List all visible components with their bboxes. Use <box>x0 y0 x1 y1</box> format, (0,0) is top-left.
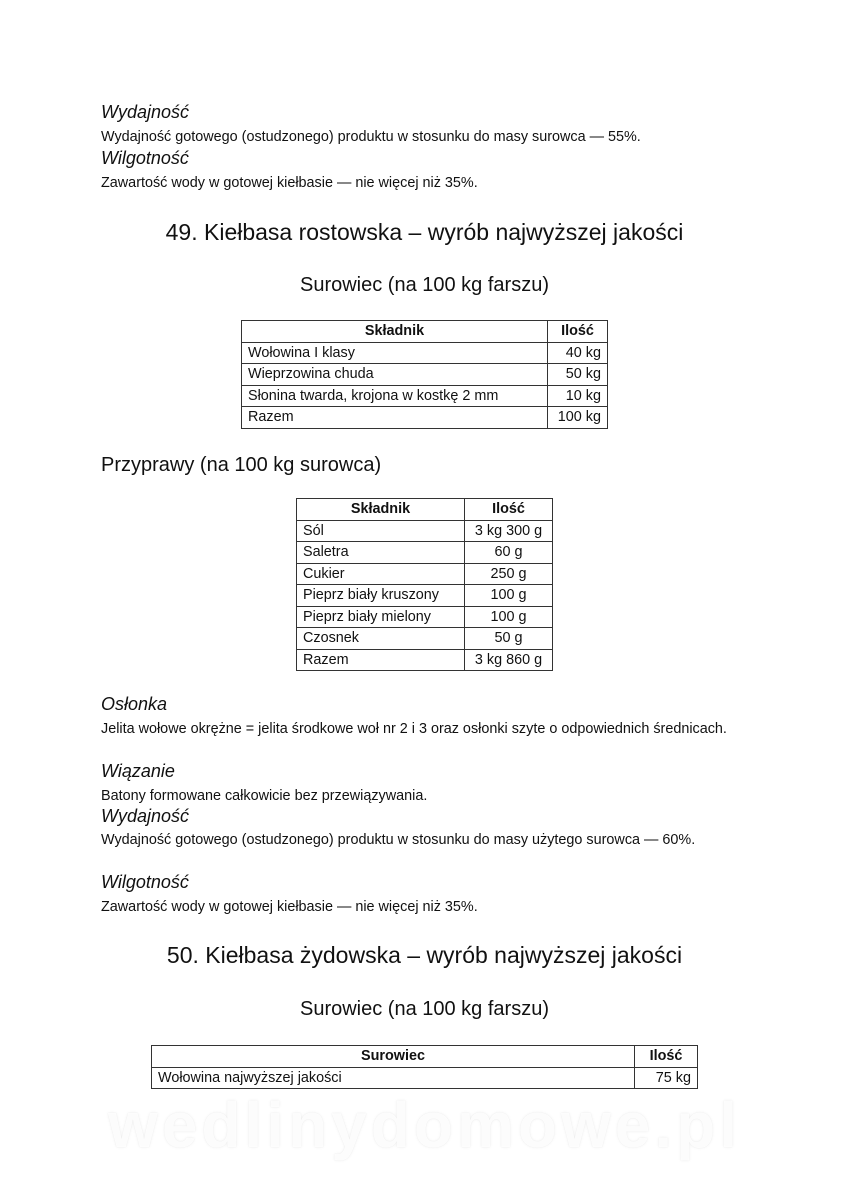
table-row <box>297 520 553 542</box>
ingredient-cell: Czosnek <box>297 628 465 650</box>
watermark: wedlinydomowe.pl <box>108 1089 741 1161</box>
section-49-raw-title: Surowiec (na 100 kg farszu) <box>299 274 549 296</box>
column-header-ingredient: Składnik <box>242 321 548 343</box>
ingredient-cell: Wieprzowina chuda <box>242 364 548 386</box>
ingredient-cell: Pieprz biały kruszony <box>297 585 465 607</box>
ingredient-cell: Razem <box>242 407 548 429</box>
table-row <box>242 385 608 407</box>
column-header-amount: Ilość <box>635 1046 698 1068</box>
amount-cell: 50 g <box>465 628 553 650</box>
ingredient-cell: Słonina twarda, krojona w kostkę 2 mm <box>242 385 548 407</box>
amount-cell: 250 g <box>465 563 553 585</box>
yield-text-top: Wydajność gotowego (ostudzonego) produktu w stosunku do masy surowca — 55%. <box>101 129 641 145</box>
amount-cell: 3 kg 860 g <box>465 649 553 671</box>
casing-heading: Osłonka <box>101 694 168 714</box>
section-49-spices-title: Przyprawy (na 100 kg surowca) <box>101 454 382 476</box>
ingredient-cell: Cukier <box>297 563 465 585</box>
tying-text: Batony formowane całkowicie bez przewiązywania. <box>101 788 428 804</box>
ingredient-cell: Razem <box>297 649 465 671</box>
table-row <box>297 606 553 628</box>
table-row <box>297 563 553 585</box>
casing-text: Jelita wołowe okrężne = jelita środkowe woł nr 2 i 3 oraz osłonki szyte o odpowiednich średnicach. <box>101 721 727 737</box>
raw-materials-table-50 <box>151 1045 698 1089</box>
amount-cell: 100 kg <box>548 407 608 429</box>
moisture-text-49: Zawartość wody w gotowej kiełbasie — nie więcej niż 35%. <box>101 899 478 915</box>
raw-materials-table-49 <box>241 320 608 429</box>
table-header-row <box>297 499 553 521</box>
amount-cell: 10 kg <box>548 385 608 407</box>
amount-cell: 100 g <box>465 606 553 628</box>
moisture-heading-49: Wilgotność <box>101 872 189 892</box>
table-row <box>297 649 553 671</box>
column-header-ingredient: Składnik <box>297 499 465 521</box>
amount-cell: 100 g <box>465 585 553 607</box>
column-header-material: Surowiec <box>152 1046 635 1068</box>
table-row <box>297 628 553 650</box>
moisture-heading-top: Wilgotność <box>101 148 189 168</box>
table-row <box>242 342 608 364</box>
section-49-title: 49. Kiełbasa rostowska – wyrób najwyższej jakości <box>165 219 684 245</box>
ingredient-cell: Wołowina I klasy <box>242 342 548 364</box>
column-header-amount: Ilość <box>548 321 608 343</box>
table-header-row <box>152 1046 698 1068</box>
table-row <box>242 407 608 429</box>
table-row <box>297 585 553 607</box>
section-50-raw-title: Surowiec (na 100 kg farszu) <box>299 998 549 1020</box>
column-header-amount: Ilość <box>465 499 553 521</box>
ingredient-cell: Pieprz biały mielony <box>297 606 465 628</box>
table-row <box>297 542 553 564</box>
amount-cell: 75 kg <box>635 1067 698 1089</box>
tying-heading: Wiązanie <box>101 761 175 781</box>
table-row <box>242 364 608 386</box>
spices-table-49 <box>296 498 553 671</box>
section-50-title: 50. Kiełbasa żydowska – wyrób najwyższej jakości <box>166 942 683 968</box>
amount-cell: 50 kg <box>548 364 608 386</box>
ingredient-cell: Saletra <box>297 542 465 564</box>
amount-cell: 40 kg <box>548 342 608 364</box>
table-header-row <box>242 321 608 343</box>
amount-cell: 60 g <box>465 542 553 564</box>
moisture-text-top: Zawartość wody w gotowej kiełbasie — nie więcej niż 35%. <box>101 175 478 191</box>
yield-text-49: Wydajność gotowego (ostudzonego) produktu w stosunku do masy użytego surowca — 60%. <box>101 832 696 848</box>
material-cell: Wołowina najwyższej jakości <box>152 1067 635 1089</box>
amount-cell: 3 kg 300 g <box>465 520 553 542</box>
yield-heading-top: Wydajność <box>101 102 190 122</box>
ingredient-cell: Sól <box>297 520 465 542</box>
table-row <box>152 1067 698 1089</box>
yield-heading-49: Wydajność <box>101 806 190 826</box>
